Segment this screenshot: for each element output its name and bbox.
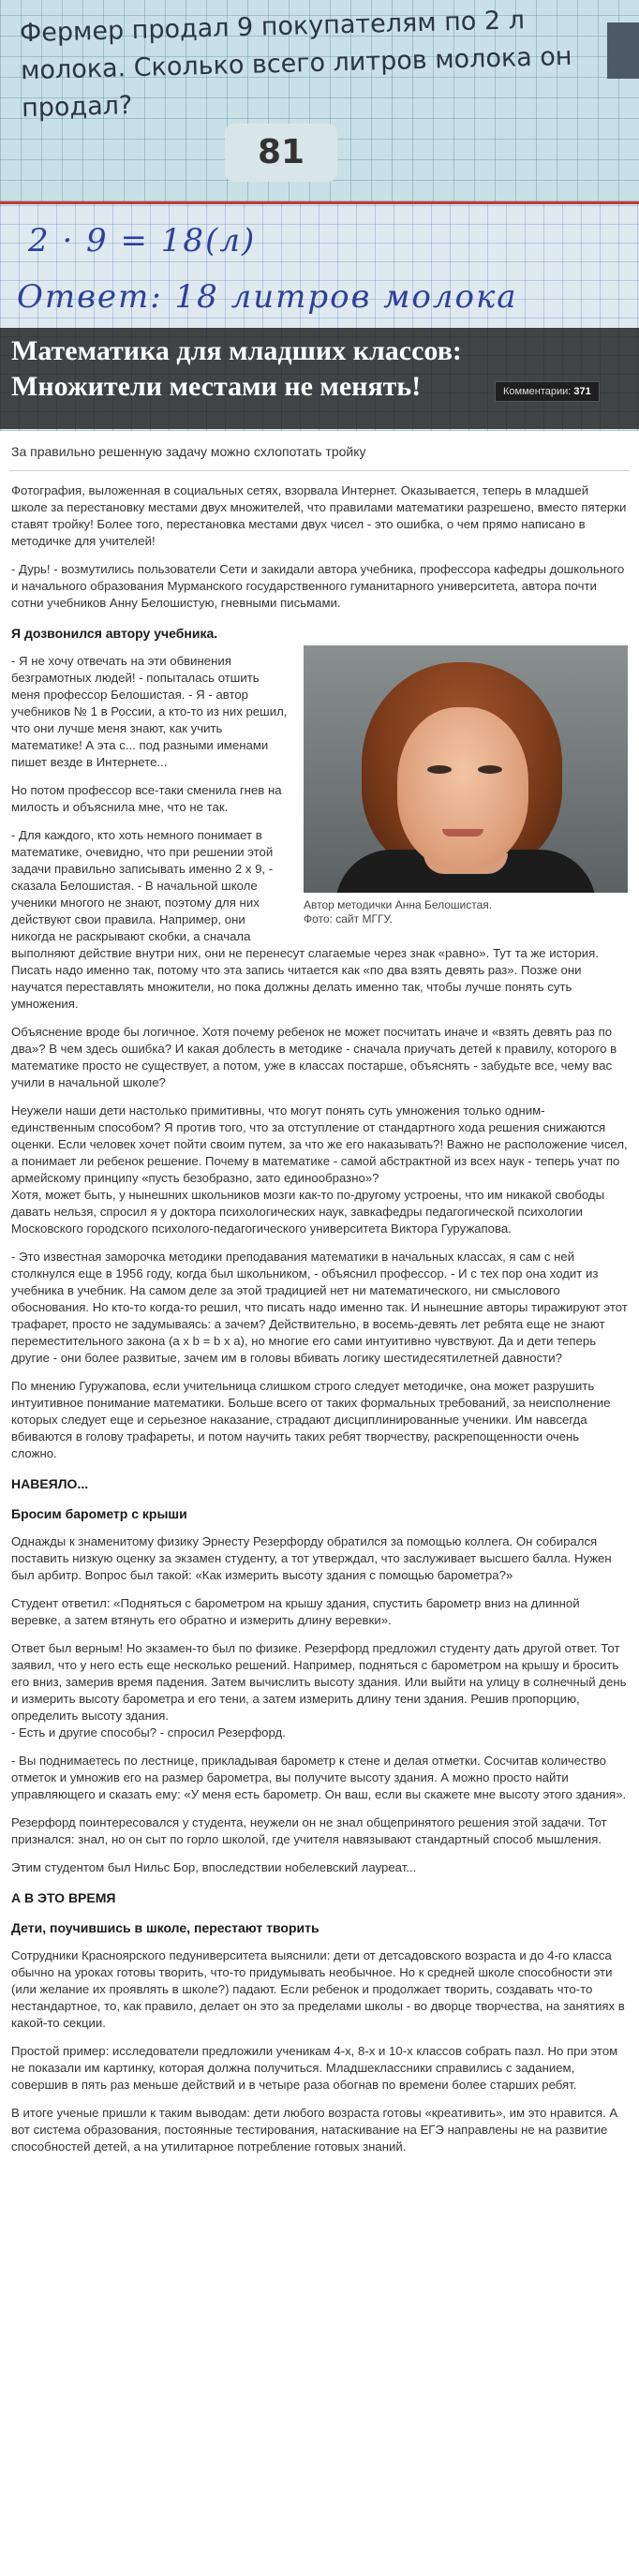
paragraph: Этим студентом был Нильс Бор, впоследствии нобелевский лауреат... <box>11 1860 417 1874</box>
photo-mouth <box>442 829 483 836</box>
paragraph: Простой пример: исследователи предложили ученикам 4-х, 8-х и 10-х классов собрать пазл. Но при этом не показали им картинку, которая должна получиться. Младшеклассники справились с заданием, совершив в пять раз меньше действий и в четыре раза обогнав по времени более старших ребят. <box>11 2044 618 2092</box>
paragraph: Сотрудники Красноярского педуниверситета выяснили: дети от детсадовского возраста и до 4-го класса обычно на уроках готовы творить, что-то придумывать необычное. Но к средней школе способности эти (или желание их проявлять в школе?) падают. Если ребенок и продолжает творить, создавать что-то нестандартное, то, как правило, делает он это за пределами школы - во дворце творчества, на занятиях в какой-то секции. <box>11 1948 625 2030</box>
paragraph: Хотя, может быть, у нынешних школьников мозги как-то по-другому устроены, что им никакой свободы давать нельзя, спросил я у доктора психологических наук, завкафедры педагогической психологии Московского городского психолого-педагогического университета Виктора Гуружапова. <box>11 1188 605 1236</box>
article-title: Математика для младших классов: Множители местами не менять! <box>11 335 462 402</box>
handwritten-solution: 2 · 9 = 18(л) <box>28 222 257 259</box>
paragraph: - Вы поднимаетесь по лестнице, прикладывая барометр к стене и делая отметки. Сосчитав количество отметок и умножив его на размер барометра, вы получите высоту здания. А можно просто найти управляющего и сказать ему: «У меня есть барометр. Он ваш, если вы скажете мне высоту этого здания». <box>11 1754 627 1801</box>
subheading: А В ЭТО ВРЕМЯ <box>11 1890 116 1905</box>
divider <box>9 470 630 471</box>
photo-eye <box>478 765 502 774</box>
photo-corner <box>607 22 639 79</box>
paragraph: Объяснение вроде бы логичное. Хотя почему ребенок не может посчитать иначе и «взять девять раз по два»? В чем здесь ошибка? И какая доблесть в методике - сначала приучать детей к правилу, которого в математике просто не существует, а потом, уже в классах постарше, объяснять - забудьте все, чему вас учили в начальной школе? <box>11 1025 617 1089</box>
paragraph: - Есть и другие способы? - спросил Резерфорд. <box>11 1725 286 1740</box>
comments-badge[interactable] <box>495 381 600 402</box>
handwritten-answer: Ответ: 18 литров молока <box>17 278 518 316</box>
subheading: Бросим барометр с крыши <box>11 1506 187 1521</box>
paragraph: - Дурь! - возмутились пользователи Сети и закидали автора учебника, профессора кафедры дошкольного и начального образования Мурманского государственного гуманитарного университета, автора почти сотни учебников Анну Белошистую, гневными письмами. <box>11 562 625 610</box>
paragraph: По мнению Гуружапова, если учительница слишком строго следует методичке, она может разрушить интуитивное понимание математики. Больше всего от таких формальных требований, за неисполнение которых следует еще и серьезное наказание, страдают дисциплинированные ученики. Им навсегда вбиваются в голову трафареты, и потом научить таких ребят творчеству, раскрепощенности очень сложно. <box>11 1379 611 1460</box>
comments-label: Комментарии: <box>503 386 572 397</box>
article-body <box>0 482 639 2155</box>
textbook-photo <box>0 0 639 201</box>
author-photo <box>304 645 628 893</box>
subheading: Дети, поучившись в школе, перестают творить <box>11 1920 320 1935</box>
paragraph: В итоге ученые пришли к таким выводам: дети любого возраста готовы «креативить», им это нравится. А вот система образования, постоянные тестирования, натаскивание на ЕГЭ направлены не на развитие способностей детей, а на утилитарное потребление готовых знаний. <box>11 2106 618 2154</box>
paragraph: Неужели наши дети настолько примитивны, что могут понять суть умножения только одним-единственным способом? Я против того, что за отступление от стандартного хода решения снижаются оценки. Если человек хочет пойти своим путем, за что же его наказывать?! Важно не расположение чисел, а понимает ли ребенок решение. Почему в математике - самой абстрактной из всех наук - теперь учат по армейскому принципу «пусть безобразно, зато единообразно»? <box>11 1103 628 1185</box>
caption-line: Автор методички Анна Белошистая. <box>304 898 493 911</box>
notebook-margin <box>0 201 639 204</box>
comments-count: 371 <box>573 386 591 397</box>
paragraph: Ответ был верным! Но экзамен-то был по физике. Резерфорд предложил студенту дать другой ответ. Тот заявил, что у него есть еще несколько решений. Например, подняться с барометром на крышу и бросить его вниз, замерив время падения. Затем вычислить высоту здания. Или выйти на улицу в солнечный день и измерить высоту барометра и его тени, а затем измерить длину тени здания. Решив пропорцию, определить высоту здания. <box>11 1641 627 1723</box>
paragraph: - Это известная заморочка методики преподавания математики в начальных классах, я сам с ней столкнулся еще в 1956 году, когда был школьником, - объяснил профессор. - И с тех пор она ходит из учебника в учебник. На самом деле за этой традицией нет ни математического, ни смыслового обоснования. Но кто-то когда-то решил, что писать надо именно так. И нынешние авторы тиражируют этот трафарет, просто не задумываясь: а зачем? Действительно, в восемь-девять лет ребята еще не знают переместительного закона (a х b = b х a), но многие его сами интуитивно чувствуют. Да и дети теперь другие - они более развитые, зачем им в головы вбивать логику шестидесятилетней давности? <box>11 1250 628 1365</box>
hero-image <box>0 0 639 431</box>
paragraph: - Для каждого, кто хоть немного понимает в математике, очевидно, что при решении этой задачи правильно записывать именно 2 х 9, - сказала Белошистая. - В начальной школе ученики многого не знают, поэтому для них действуют свои правила. Например, они никогда не раскрывают скобки, а сначала выполняют действие внутри них, они не перенесут слагаемые через знак «равно». Тут та же история. Писать надо именно так, потому что эта запись читается как «по два взять девять раз». Позже они научатся переставлять множители, но пока должны делать именно так, чтобы лучше понять суть умножения. <box>11 828 599 1011</box>
subheading: Я дозвонился автору учебника. <box>11 626 218 641</box>
author-figure <box>304 645 628 926</box>
paragraph: Студент ответил: «Подняться с барометром на крышу здания, спустить барометр вниз на длинной веревке, а затем втянуть его обратно и измерить длину веревки». <box>11 1596 580 1627</box>
subheading: НАВЕЯЛО... <box>11 1476 89 1491</box>
paragraph: Но потом профессор все-таки сменила гнев на милость и объяснила мне, что не так. <box>11 783 282 814</box>
photo-face <box>397 707 528 868</box>
task-text: Фермер продал 9 покупателям по 2 л молока. Сколько всего литров молока он продал? <box>19 6 572 124</box>
photo-caption <box>304 898 628 926</box>
page-number: 81 <box>225 124 337 182</box>
caption-line: Фото: сайт МГГУ. <box>304 912 393 925</box>
paragraph: Однажды к знаменитому физику Эрнесту Резерфорду обратился за помощью коллега. Он собирался поставить низкую оценку за экзамен студенту, а тот утверждал, что заслуживает высшего балла. Нужен был арбитр. Вопрос был такой: «Как измерить высоту здания с помощью барометра?» <box>11 1534 612 1582</box>
article-lead: За правильно решенную задачу можно схлопотать тройку <box>11 444 366 459</box>
title-bar <box>0 328 639 429</box>
paragraph: - Я не хочу отвечать на эти обвинения безграмотных людей! - попыталась отшить меня профессор Белошистая. - Я - автор учебников № 1 в России, а кто-то из них решил, что они лучше меня знают, как учить математике! А эта с... под разными именами пишет везде в Интернете... <box>11 654 288 769</box>
paragraph: Фотография, выложенная в социальных сетях, взорвала Интернет. Оказывается, теперь в младшей школе за перестановку местами двух множителей, что правилами математики разрешено, вместо пятерки ставят тройку! Более того, перестановка местами двух чисел - это ошибка, о чем прямо написано в методичке для учителей! <box>11 483 627 548</box>
paragraph: Резерфорд поинтересовался у студента, неужели он не знал общепринятого решения этой задачи. Тот признался: знал, но он сыт по горло школой, где учителя навязывают стандартный способ мышления. <box>11 1815 607 1846</box>
photo-eye <box>427 765 452 774</box>
